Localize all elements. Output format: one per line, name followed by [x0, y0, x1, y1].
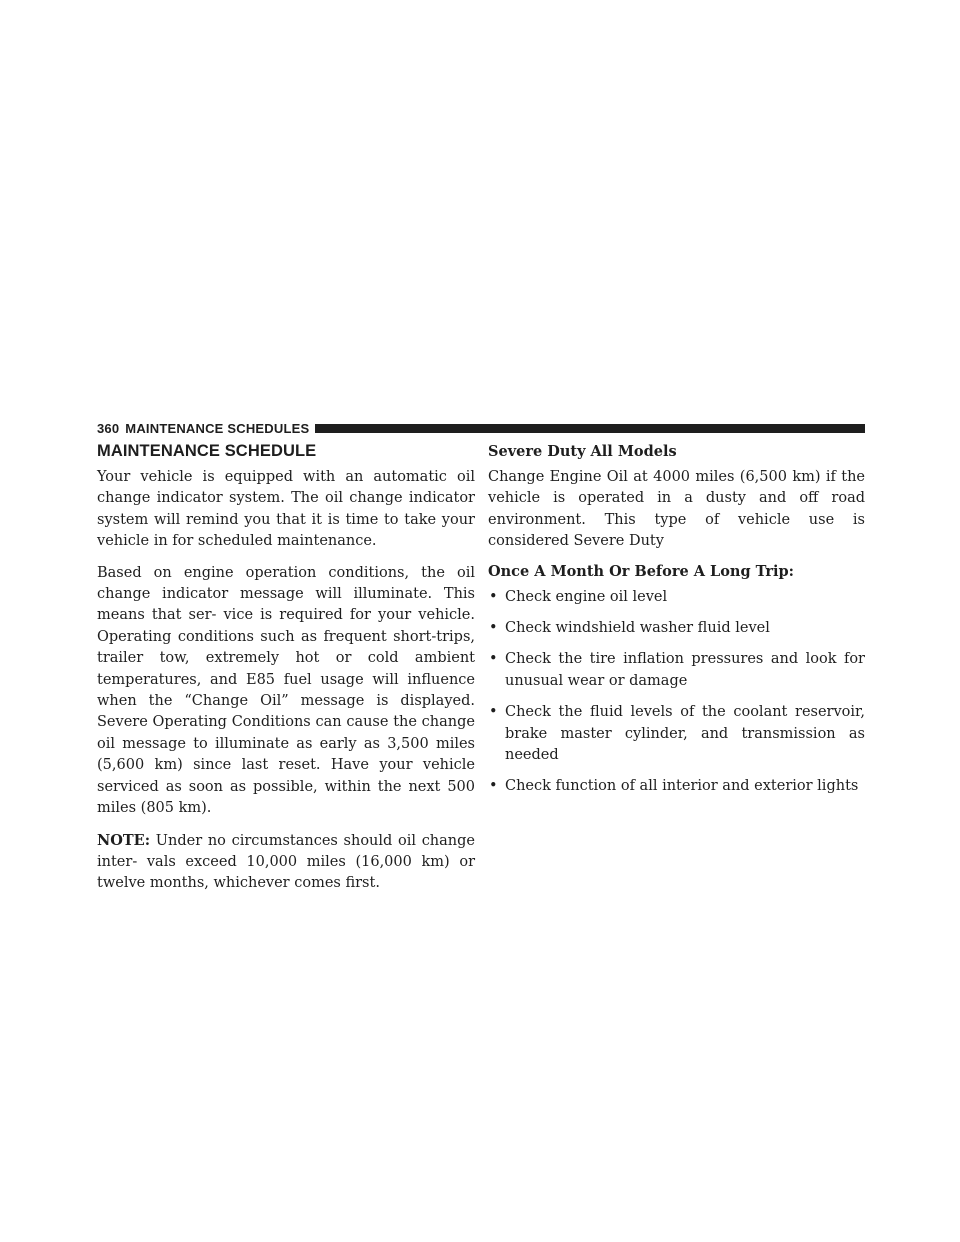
list-item [488, 587, 865, 608]
left-column [97, 440, 475, 905]
list-item [488, 649, 865, 692]
checklist-heading: Once A Month Or Before A Long Trip: [488, 562, 795, 580]
monthly-checklist [488, 587, 865, 798]
note-text: Under no circumstances should oil change inter- vals exceed 10,000 miles (16,000 km) or twelve months, whichever comes first. [97, 832, 475, 892]
severe-duty-heading: Severe Duty All Models [488, 443, 677, 460]
list-item-text: Check the tire inflation pressures and look for unusual wear or damage [505, 651, 865, 689]
list-item-text: Check the fluid levels of the coolant reservoir, brake master cylinder, and transmission as needed [505, 704, 865, 764]
bullet-icon: • [489, 588, 498, 605]
bullet-icon: • [489, 778, 498, 795]
bullet-icon: • [489, 651, 498, 668]
note-label: NOTE: [97, 831, 151, 849]
conditions-paragraph: Based on engine operation conditions, the oil change indicator message will illuminate. This means that ser- vice is required for your vehicle. Operating conditions such as frequent short-trips, trailer tow, extremely hot or cold ambient temperatures, and E85 fuel usage will influence when the “Change Oil” message is displayed. Severe Operating Conditions can cause the change oil message to illuminate as early as 3,500 miles (5,600 km) since last reset. Have your vehicle serviced as soon as possible, within the next 500 miles (805 km). [97, 564, 475, 817]
list-item-text: Check engine oil level [505, 588, 668, 605]
section-heading: MAINTENANCE SCHEDULE [97, 442, 317, 460]
list-item [488, 618, 865, 639]
note-paragraph [97, 830, 475, 895]
list-item [488, 776, 865, 797]
page-number: 360 [97, 420, 120, 436]
severe-duty-paragraph: Change Engine Oil at 4000 miles (6,500 km) if the vehicle is operated in a dusty and off road environment. This type of vehicle use is considered Severe Duty [488, 469, 865, 550]
list-item-text: Check windshield washer fluid level [505, 620, 770, 637]
running-section-title: MAINTENANCE SCHEDULES [125, 420, 310, 436]
bullet-icon: • [489, 704, 498, 721]
running-header [97, 418, 865, 438]
intro-paragraph: Your vehicle is equipped with an automatic oil change indicator system. The oil change indicator system will remind you that it is time to take your vehicle in for scheduled maintenance. [97, 469, 475, 550]
header-rule [315, 424, 865, 433]
right-column [488, 440, 865, 808]
bullet-icon: • [489, 620, 498, 637]
list-item-text: Check function of all interior and exterior lights [505, 778, 859, 795]
list-item [488, 702, 865, 766]
